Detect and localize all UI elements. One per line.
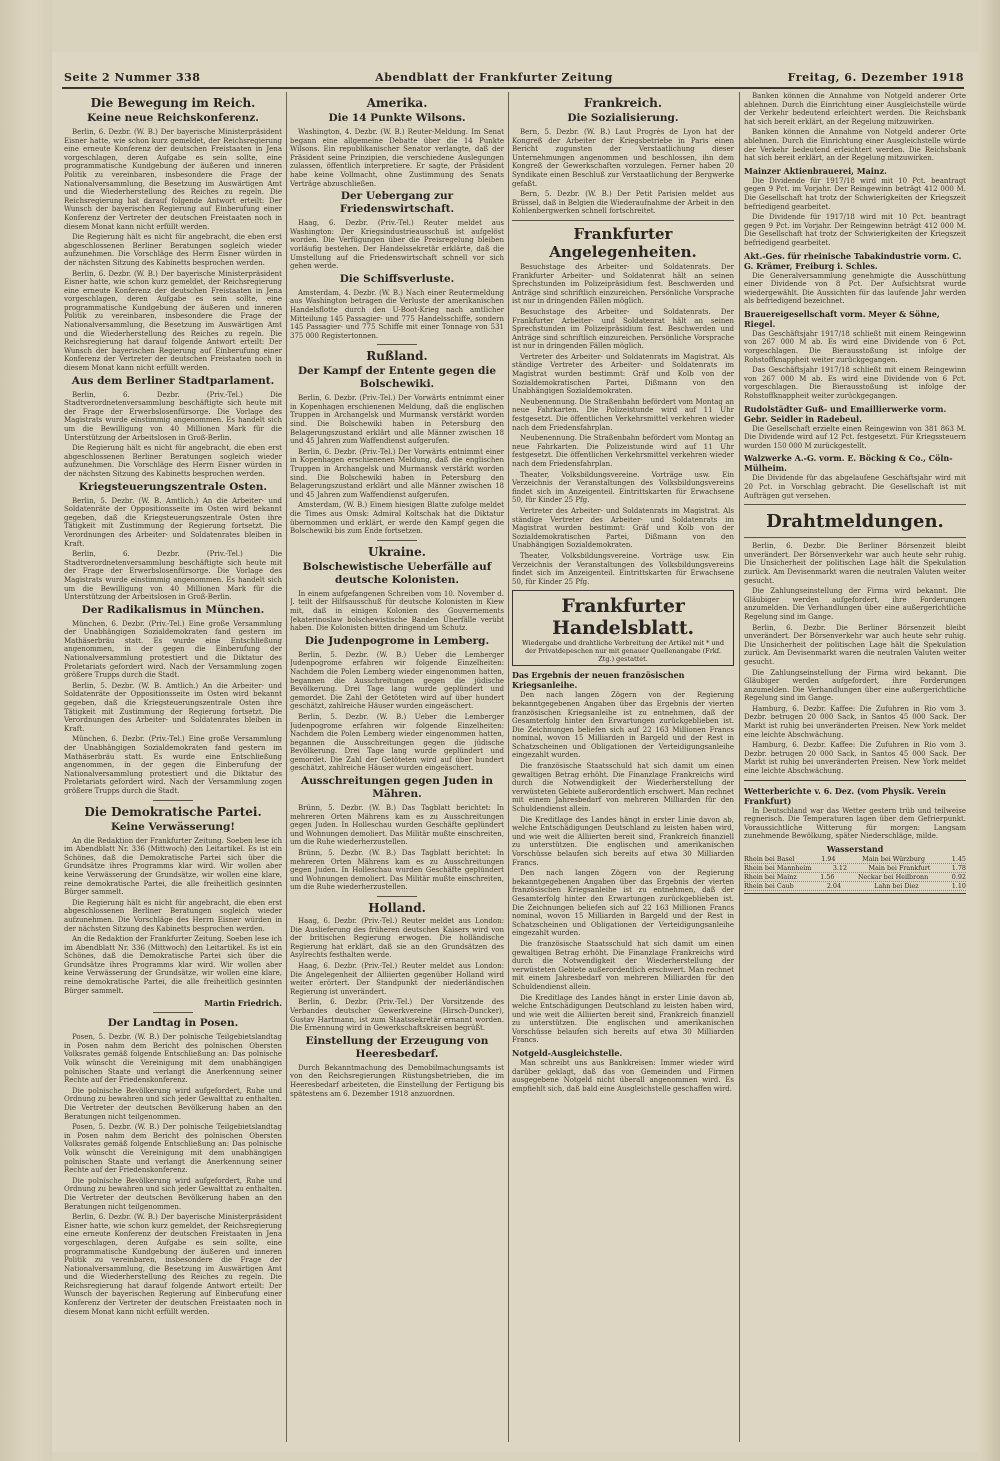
- article-paragraph: Die Regierung hält es nicht für angebracht, die eben erst abgeschlossenen Berliner Beratungen sogleich wieder aufzunehmen. Die Vorschläge des Herrn Eisner würden in der nächsten Sitzung des Kabinetts besprochen werden.: [64, 233, 282, 267]
- article-paragraph: In Deutschland war das Wetter gestern trüb und teilweise regnerisch. Die Temperaturen lagen über dem Gefrierpunkt. Voraussichtliche Witterung für morgen: Langsam zunehmende Bewölkung, später Niederschläge, milde.: [744, 806, 966, 841]
- article-paragraph: Die Kreditlage des Landes hängt in erster Linie davon ab, welche Entschädigungen Deutschland zu leisten haben wird, und wie weit die Alliierten bereit sind, Frankreich finanziell zu unterstützen. Die englischen und amerikanischen Vorschüsse belaufen sich bereits auf etwa 30 Milliarden Francs.: [512, 993, 734, 1045]
- article-paragraph: Berlin, 6. Dezbr. (Priv.-Tel.) Die Stadtverordnetenversammlung beschäftigte sich heute mit der Frage der Erwerbslosenfürsorge. Die Vorlage des Magistrats wurde einstimmig angenommen. Es handelt sich um die Bewilligung von 40 Millionen Mark für die Unterstützung der Arbeitslosen in Groß-Berlin.: [64, 550, 282, 602]
- masthead-rule: [62, 87, 964, 89]
- article-paragraph: Berlin, 5. Dezbr. (W. B.) Ueber die Lemberger Judenpogrome erfahren wir folgende Einzelheiten: Nachdem die Polen Lemberg wieder eingenommen hatten, begannen die Ausschreitungen gegen die jüdische Bevölkerung. Drei Tage lang wurde geplündert und gemordet. Die Zahl der Getöteten wird auf über hundert geschätzt, zahlreiche Häuser wurden eingeäschert.: [290, 712, 504, 773]
- article-subheading: Der Landtag in Posen.: [107, 1017, 239, 1030]
- article-paragraph: Haag, 6. Dezbr. (Priv.-Tel.) Reuter meldet aus Washington: Der Kriegsindustrieausschuß ist aufgelöst worden. Die Verfügungen über die Preisregelung bleiben vorläufig bestehen. Der Handelssekretär erklärte, daß die Umstellung auf die Friedenswirtschaft schnell vor sich gehen werde.: [290, 219, 504, 271]
- separator: [377, 344, 417, 345]
- newspaper-title: Abendblatt der Frankfurter Zeitung: [375, 70, 613, 84]
- article-subheading: Aus dem Berliner Stadtparlament.: [71, 374, 275, 387]
- article-paragraph: Die Dividende für 1917/18 wird mit 10 Pct. beantragt gegen 9 Pct. im Vorjahr. Der Reingewinn beträgt 412 000 M. Die Gesellschaft hat trotz der Schwierigkeiten der Kriegszeit befriedigend gearbeitet.: [744, 176, 966, 211]
- column-1: [64, 92, 282, 1447]
- article-paragraph: Die Zahlungseinstellung der Firma wird bekannt. Die Gläubiger werden aufgefordert, ihre Forderungen anzumelden. Die Verhandlungen über eine außergerichtliche Regelung sind im Gange.: [744, 587, 966, 621]
- article-paragraph: An die Redaktion der Frankfurter Zeitung. Soeben lese ich im Abendblatt Nr. 336 (Mittwoch) den Leitartikel. Es ist ein Schönes, daß die Demokratische Partei sich über die Grundsätze ihres Programms klar wird. Wir wollen aber keine Verwässerung der Grundsätze, wir wollen eine klare, reine demokratische Partei, die alle freiheitlich gesinnten Bürger sammelt.: [64, 935, 282, 995]
- separator: [377, 540, 417, 541]
- article-paragraph: Berlin, 5. Dezbr. (W. B.) Ueber die Lemberger Judenpogrome erfahren wir folgende Einzelheiten: Nachdem die Polen Lemberg wieder eingenommen hatten, begannen die Ausschreitungen gegen die jüdische Bevölkerung. Drei Tage lang wurde geplündert und gemordet. Die Zahl der Getöteten wird auf über hundert geschätzt, zahlreiche Häuser wurden eingeäschert.: [290, 650, 504, 711]
- article-paragraph: Berlin, 6. Dezbr. (Priv.-Tel.) Der Vorwärts entnimmt einer in Kopenhagen erschienenen Meldung, daß die englischen Truppen in Archangelsk und Murmansk verstärkt worden sind. Die Bolschewiki haben in Petersburg den Belagerungszustand erklärt und alle Männer zwischen 18 und 45 Jahren zum Waffendienst aufgerufen.: [290, 394, 504, 446]
- column-divider: [286, 92, 287, 1442]
- table-row: Rhein bei Basel 1.94 Main bei Würzburg 1.45: [744, 855, 966, 863]
- issue-date: Freitag, 6. Dezember 1918: [787, 70, 964, 84]
- article-paragraph: Berlin, 6. Dezbr. (W. B.) Der bayerische Ministerpräsident Eisner hatte, wie schon kurz gemeldet, der Reichsregierung eine erneute Konferenz der deutschen Freistaaten in Jena vorgeschlagen, deren Aufgabe es sein sollte, eine programmatische Kundgebung der äußeren und inneren Politik zu vereinbaren, insbesondere die Frage der Nationalversammlung, die Besetzung im Auswärtigen Amt und die Wiederherstellung des Reiches zu regeln. Die Reichsregierung hat darauf folgende Antwort erteilt: Der Wunsch der bayerischen Regierung auf Einberufung einer Konferenz der Vertreter der deutschen Freistaaten noch in diesem Monat kann nicht erfüllt werden.: [64, 269, 282, 373]
- article-paragraph: Berlin, 6. Dezbr. (Priv.-Tel.) Die Stadtverordnetenversammlung beschäftigte sich heute mit der Frage der Erwerbslosenfürsorge. Die Vorlage des Magistrats wurde einstimmig angenommen. Es handelt sich um die Bewilligung von 40 Millionen Mark für die Unterstützung der Arbeitslosen in Groß-Berlin.: [64, 390, 282, 442]
- article-paragraph: Berlin, 6. Dezbr. Die Berliner Börsenzeit bleibt unverändert. Der Börsenverkehr war auch heute sehr ruhig. Die Unsicherheit der politischen Lage hält die Spekulation zurück. Am Devisenmarkt waren die neutralen Valuten weiter gesucht.: [744, 623, 966, 666]
- article-heading: Die Demokratische Partei.: [84, 804, 262, 819]
- article-paragraph: Theater, Volksbildungsvereine. Vorträge usw. Ein Verzeichnis der Veranstaltungen des Volksbildungsvereins findet sich im Anzeigenteil. Eintrittskarten für Erwachsene 50, für Kinder 25 Pfg.: [512, 551, 734, 586]
- article-paragraph: Theater, Volksbildungsvereine. Vorträge usw. Ein Verzeichnis der Veranstaltungen des Volksbildungsvereins findet sich im Anzeigenteil. Eintrittskarten für Erwachsene 50, für Kinder 25 Pfg.: [512, 470, 734, 505]
- article-paragraph: Berlin, 6. Dezbr. (W. B.) Der bayerische Ministerpräsident Eisner hatte, wie schon kurz gemeldet, der Reichsregierung eine erneute Konferenz der deutschen Freistaaten in Jena vorgeschlagen, deren Aufgabe es sein sollte, eine programmatische Kundgebung der äußeren und inneren Politik zu vereinbaren, insbesondere die Frage der Nationalversammlung, die Besetzung im Auswärtigen Amt und die Wiederherstellung des Reiches zu regeln. Die Reichsregierung hat darauf folgende Antwort erteilt: Der Wunsch der bayerischen Regierung auf Einberufung einer Konferenz der Vertreter der deutschen Freistaaten noch in diesem Monat kann nicht erfüllt werden.: [64, 128, 282, 231]
- page-right-edge: [978, 0, 1000, 1461]
- article-paragraph: Neubenennung. Die Straßenbahn befördert vom Montag an neue Fahrkarten. Die Polizeistunde wird auf 11 Uhr festgesetzt. Die öffentlichen Verkehrsmittel verkehren wieder nach dem Friedensfahrplan.: [512, 397, 734, 432]
- article-paragraph: Durch Bekanntmachung des Demobilmachungsamts ist von den Reichsregierungen Rüstungsbetrieben, die im Heeresbedarf arbeiteten, die Einstellung der Fertigung bis spätestens am 6. Dezember 1918 anzuordnen.: [290, 1063, 504, 1098]
- article-paragraph: Neubenennung. Die Straßenbahn befördert vom Montag an neue Fahrkarten. Die Polizeistunde wird auf 11 Uhr festgesetzt. Die öffentlichen Verkehrsmittel verkehren wieder nach dem Friedensfahrplan.: [512, 434, 734, 468]
- water-level-table: [744, 855, 966, 891]
- article-paragraph: München, 6. Dezbr. (Priv.-Tel.) Eine große Versammlung der Unabhängigen Sozialdemokraten fand gestern im Mathäserbräu statt. Es wurde eine Entschließung angenommen, in der gegen die Einberufung der Nationalversammlung protestiert und die Diktatur des Proletariats gefordert wird. Nach der Versammlung zogen größere Trupps durch die Stadt.: [64, 735, 282, 795]
- table-row: Rhein bei Caub 2.04 Lahn bei Diez 1.10: [744, 882, 966, 890]
- article-paragraph: Banken können die Annahme von Notgeld anderer Orte ablehnen. Durch die Einrichtung einer Ausgleichstelle würde der Verkehr bedeutend erleichtert werden. Die Reichsbank hat sich bereit erklärt, an der Regelung mitzuwirken.: [744, 128, 966, 163]
- article-paragraph: Die Kreditlage des Landes hängt in erster Linie davon ab, welche Entschädigungen Deutschland zu leisten haben wird, und wie weit die Alliierten bereit sind, Frankreich finanziell zu unterstützen. Die englischen und amerikanischen Vorschüsse belaufen sich bereits auf etwa 30 Milliarden Francs.: [512, 815, 734, 867]
- article-subheading: Kriegsteuerungszentrale Osten.: [78, 480, 268, 493]
- article-subheading: Die Judenpogrome in Lemberg.: [304, 634, 490, 647]
- article-paragraph: Die französische Staatsschuld hat sich damit um einen gewaltigen Betrag erhöht. Die Finanzlage Frankreichs wird durch die Notwendigkeit der Wiederherstellung der verwüsteten Gebiete außerordentlich erschwert. Man rechnet mit einem Jahresbedarf von mehreren Milliarden für den Schuldendienst allein.: [512, 762, 734, 814]
- article-subheading: Keine neue Reichskonferenz.: [87, 112, 259, 124]
- article-heading: Rußland.: [366, 349, 428, 364]
- article-paragraph: Die Dividende für das abgelaufene Geschäftsjahr wird mit 20 Pct. in Vorschlag gebracht. Die Gesellschaft ist mit Aufträgen gut versehen.: [744, 474, 966, 500]
- article-paragraph: An die Redaktion der Frankfurter Zeitung. Soeben lese ich im Abendblatt Nr. 336 (Mittwoch) den Leitartikel. Es ist ein Schönes, daß die Demokratische Partei sich über die Grundsätze ihres Programms klar wird. Wir wollen aber keine Verwässerung der Grundsätze, wir wollen eine klare, reine demokratische Partei, die alle freiheitlich gesinnten Bürger sammelt.: [64, 836, 282, 897]
- table-row: Rhein bei Mannheim 3.12 Main bei Frankfurt 1.78: [744, 864, 966, 872]
- article-paragraph: Banken können die Annahme von Notgeld anderer Orte ablehnen. Durch die Einrichtung einer Ausgleichstelle würde der Verkehr bedeutend erleichtert werden. Die Reichsbank hat sich bereit erklärt, an der Regelung mitzuwirken.: [744, 92, 966, 126]
- article-paragraph: Die Regierung hält es nicht für angebracht, die eben erst abgeschlossenen Berliner Beratungen sogleich wieder aufzunehmen. Die Vorschläge des Herrn Eisner würden in der nächsten Sitzung des Kabinetts besprochen werden.: [64, 444, 282, 478]
- article-paragraph: Brünn, 5. Dezbr. (W. B.) Das Tagblatt berichtet: In mehreren Orten Mährens kam es zu Ausschreitungen gegen Juden. In Holleschau wurden Geschäfte geplündert und Wohnungen demoliert. Das Militär mußte einschreiten, um die Ruhe wiederherzustellen.: [290, 849, 504, 892]
- article-paragraph: Das Geschäftsjahr 1917/18 schließt mit einem Reingewinn von 267 000 M ab. Es wird eine Dividende von 6 Pct. vorgeschlagen. Die Bierausstoßung ist infolge der Rohstoffknappheit weiter zurückgegangen.: [744, 366, 966, 401]
- column-3: [512, 92, 734, 1447]
- article-paragraph: Die Dividende für 1917/18 wird mit 10 Pct. beantragt gegen 9 Pct. im Vorjahr. Der Reingewinn beträgt 412 000 M. Die Gesellschaft hat trotz der Schwierigkeiten der Kriegszeit befriedigend gearbeitet.: [744, 213, 966, 247]
- separator: [153, 1012, 193, 1013]
- article-paragraph: Besuchstage des Arbeiter- und Soldatenrats. Der Frankfurter Arbeiter- und Soldatenrat hält an seinen Sprechstunden im Polizeipräsidium fest. Beschwerden und Anträge sind schriftlich einzureichen. Persönliche Vorsprache ist nur in dringenden Fällen möglich.: [512, 307, 734, 351]
- article-paragraph: München, 6. Dezbr. (Priv.-Tel.) Eine große Versammlung der Unabhängigen Sozialdemokraten fand gestern im Mathäserbräu statt. Es wurde eine Entschließung angenommen, in der gegen die Einberufung der Nationalversammlung protestiert und die Diktatur des Proletariats gefordert wird. Nach der Versammlung zogen größere Trupps durch die Stadt.: [64, 619, 282, 680]
- separator: [744, 504, 966, 505]
- column-4: [744, 92, 966, 1447]
- article-paragraph: Berlin, 6. Dezbr. (Priv.-Tel.) Der Vorwärts entnimmt einer in Kopenhagen erschienenen Meldung, daß die englischen Truppen in Archangelsk und Murmansk verstärkt worden sind. Die Bolschewiki haben in Petersburg den Belagerungszustand erklärt und alle Männer zwischen 18 und 45 Jahren zum Waffendienst aufgerufen.: [290, 447, 504, 499]
- article-subheading: Einstellung der Erzeugung von Heeresbedarf.: [305, 1034, 489, 1060]
- article-subheading: Die Sozialisierung.: [567, 112, 679, 124]
- article-subheading: Der Uebergang zur Friedenswirtschaft.: [339, 190, 455, 216]
- separator: [377, 896, 417, 897]
- article-subheading: Die 14 Punkte Wilsons.: [328, 112, 466, 124]
- article-paragraph: Berlin, 6. Dezbr. Die Berliner Börsenzeit bleibt unverändert. Der Börsenverkehr war auch heute sehr ruhig. Die Unsicherheit der politischen Lage hält die Spekulation zurück. Am Devisenmarkt waren die neutralen Valuten weiter gesucht.: [744, 542, 966, 585]
- article-heading: Ukraine.: [368, 544, 426, 559]
- article-paragraph: Die Regierung hält es nicht für angebracht, die eben erst abgeschlossenen Berliner Beratungen sogleich wieder aufzunehmen. Die Vorschläge des Herrn Eisner würden in der nächsten Sitzung des Kabinetts besprochen werden.: [64, 898, 282, 933]
- article-paragraph: Berlin, 6. Dezbr. (Priv.-Tel.) Der Vorsitzende des Verbandes deutscher Gewerkvereine (Hirsch-Duncker), Gustav Hartmann, ist zum Staatssekretär ernannt worden. Die Ernennung wird in Gewerkschaftskreisen begrüßt.: [290, 998, 504, 1033]
- article-paragraph: Amsterdam, 4. Dezbr. (W. B.) Nach einer Reutermeldung aus Washington betragen die Verluste der amerikanischen Handelsflotte durch den U-Boot-Krieg nach amtlicher Mitteilung 145 Passagier- und 775 Handelsschiffe, sondern 145 Passagier- und 775 Schiffe mit einer Tonnage von 531 375 000 Registertonnen.: [290, 288, 504, 340]
- article-paragraph: Hamburg, 6. Dezbr. Kaffee: Die Zufuhren in Rio vom 3. Dezbr. betrugen 20 000 Sack, in Santos 45 000 Sack. Der Markt ist ruhig bei unveränderten Preisen. New York meldet eine leichte Abschwächung.: [744, 741, 966, 776]
- article-paragraph: Die polnische Bevölkerung wird aufgefordert, Ruhe und Ordnung zu bewahren und sich jeder Gewalttat zu enthalten. Die Vertreter der deutschen Bevölkerung haben an den Beratungen nicht teilgenommen.: [64, 1086, 282, 1121]
- article-heading: Frankfurter Angelegenheiten.: [549, 224, 697, 261]
- page-number-label: Seite 2 Nummer 338: [64, 70, 201, 84]
- article-heading: Die Bewegung im Reich.: [90, 96, 256, 110]
- article-paragraph: Berlin, 5. Dezbr. (W. B. Amtlich.) An die Arbeiter- und Soldatenräte der Oppositionsseite im Osten wird bekannt gegeben, daß die Kriegsteuerungszentrale Osten ihre Tätigkeit mit Zustimmung der Regierung fortsetzt. Die Verordnungen des Arbeiter- und Soldatenrates bleiben in Kraft.: [64, 496, 282, 548]
- article-paragraph: Amsterdam, (W. B.) Einem hiesigen Blatte zufolge meldet die Times aus Omsk: Admiral Koltschak hat die Diktatur übernommen und erklärt, er werde den Kampf gegen die Bolschewiki bis zum Ende fortsetzen.: [290, 501, 504, 536]
- signature: Martin Friedrich.: [204, 998, 282, 1009]
- article-paragraph: Die Zahlungseinstellung der Firma wird bekannt. Die Gläubiger werden aufgefordert, ihre Forderungen anzumelden. Die Verhandlungen über eine außergerichtliche Regelung sind im Gange.: [744, 668, 966, 703]
- column-2: [290, 92, 504, 1447]
- article-subheading: Notgeld-Ausgleichstelle.: [512, 1048, 623, 1059]
- article-heading: Holland.: [368, 901, 426, 915]
- article-paragraph: Posen, 5. Dezbr. (W. B.) Der polnische Teilgebietslandtag in Posen nahm dem Bericht des polnischen Obersten Volksrates gemäß folgende Entschließung an: Das polnische Volk wünscht die Vereinigung mit dem unabhängigen polnischen Staate und verlangt die Anerkennung seiner Rechte auf der Friedenskonferenz.: [64, 1123, 282, 1175]
- handelsblatt-notice: Wiedergabe und drahtliche Verbreitung der Artikel mit * und der Privatdepeschen nur mit genauer Quellenangabe (Frkf. Ztg.) gestattet.: [522, 639, 724, 664]
- article-paragraph: Die polnische Bevölkerung wird aufgefordert, Ruhe und Ordnung zu bewahren und sich jeder Gewalttat zu enthalten. Die Vertreter der deutschen Bevölkerung haben an den Beratungen nicht teilgenommen.: [64, 1176, 282, 1211]
- article-subheading: Mainzer Aktienbrauerei, Mainz.: [744, 165, 887, 176]
- article-heading: Amerika.: [366, 96, 428, 110]
- article-paragraph: Das Geschäftsjahr 1917/18 schließt mit einem Reingewinn von 267 000 M ab. Es wird eine Dividende von 6 Pct. vorgeschlagen. Die Bierausstoßung ist infolge der Rohstoffknappheit weiter zurückgegangen.: [744, 329, 966, 364]
- article-subheading: Keine Verwässerung!: [110, 820, 236, 833]
- article-subheading: Ausschreitungen gegen Juden in Mähren.: [300, 775, 494, 801]
- article-paragraph: Den nach langen Zögern von der Regierung bekanntgegebenen Angaben über das Ergebnis der vierten französischen Kriegsanleihe ist zu entnehmen, daß der Gesamterfolg hinter den Erwartungen zurückgeblieben ist. Die Zeichnungen beliefen sich auf 22 163 Millionen Francs nominal, wovon 15 Milliarden in Bargeld und der Rest in Schatzscheinen und Obligationen der Verteidigungsanleihe eingezahlt wurden.: [512, 869, 734, 938]
- article-subheading: Walzwerke A.-G. vorm. E. Böcking & Co., Cöln-Mülheim.: [744, 453, 953, 474]
- table-row: Rhein bei Mainz 1.56 Neckar bei Heilbronn 0.92: [744, 873, 966, 881]
- article-paragraph: Die französische Staatsschuld hat sich damit um einen gewaltigen Betrag erhöht. Die Finanzlage Frankreichs wird durch die Notwendigkeit der Wiederherstellung der verwüsteten Gebiete außerordentlich erschwert. Man rechnet mit einem Jahresbedarf von mehreren Milliarden für den Schuldendienst allein.: [512, 939, 734, 991]
- article-subheading: Das Ergebnis der neuen französischen Kriegsanleihe.: [512, 670, 685, 691]
- handelsblatt-title: Frankfurter Handelsblatt.: [552, 595, 694, 640]
- article-heading: Frankreich.: [583, 96, 663, 110]
- column-divider: [508, 92, 509, 1442]
- article-subheading: Akt.-Ges. für rheinische Tabakindustrie vorm. C. G. Krämer, Freiburg i. Schles.: [744, 250, 962, 271]
- article-paragraph: Bern, 5. Dezbr. (W. B.) Laut Progrès de Lyon hat der Kongreß der Arbeiter der Kriegsbetriebe in Paris einen Bericht zugunsten der Verstaatlichung dieser Unternehmungen angenommen und beschlossen, ihn dem Kongreß der Gewerkschaften vorzulegen. Ferner haben 20 Syndikate einen Beschluß zur Verstaatlichung der Bergwerke gefaßt.: [512, 128, 734, 188]
- article-paragraph: Washington, 4. Dezbr. (W. B.) Reuter-Meldung. Im Senat begann eine allgemeine Debatte über die 14 Punkte Wilsons. Ein republikanischer Senator verlangte, daß der Präsident seine Prinzipien, die verschiedene Auslegungen zulassen, öffentlich interpretiere. Er sagte, der Präsident habe keine Vollmacht, ohne Zustimmung des Senats Verträge abzuschließen.: [290, 128, 504, 188]
- separator: [744, 537, 966, 538]
- article-paragraph: In einem aufgefangenen Schreiben vom 10. November d. J. teilt der Hilfsausschuß für deutsche Kolonisten in Kiew mit, daß in einigen Kolonien des Gouvernements Jekaterinoslaw bolschewistische Banden Überfälle verübt haben. Die Kolonisten bitten dringend um Schutz.: [290, 589, 504, 633]
- page-left-edge: [0, 0, 52, 1461]
- article-paragraph: Die Generalversammlung genehmigte die Ausschüttung einer Dividende von 8 Pct. Der Aufsichtsrat wurde wiedergewählt. Die Aussichten für das laufende Jahr werden als befriedigend bezeichnet.: [744, 271, 966, 306]
- article-paragraph: Posen, 5. Dezbr. (W. B.) Der polnische Teilgebietslandtag in Posen nahm dem Bericht des polnischen Obersten Volksrates gemäß folgende Entschließung an: Das polnische Volk wünscht die Vereinigung mit dem unabhängigen polnischen Staate und verlangt die Anerkennung seiner Rechte auf der Friedenskonferenz.: [64, 1033, 282, 1085]
- article-subheading: Der Radikalismus in München.: [81, 603, 265, 616]
- weather-heading: Wetterberichte v. 6. Dez. (vom Physik. Verein Frankfurt): [744, 785, 946, 806]
- article-subheading: Der Kampf der Entente gegen die Bolschewiki.: [297, 365, 497, 391]
- article-paragraph: Hamburg, 6. Dezbr. Kaffee: Die Zufuhren in Rio vom 3. Dezbr. betrugen 20 000 Sack, in Santos 45 000 Sack. Der Markt ist ruhig bei unveränderten Preisen. New York meldet eine leichte Abschwächung.: [744, 704, 966, 739]
- article-paragraph: Haag, 6. Dezbr. (Priv.-Tel.) Reuter meldet aus London: Die Auslieferung des früheren deutschen Kaisers wird von der britischen Regierung erwogen. Die holländische Regierung hat erklärt, daß sie an den Grundsätzen des Asylrechts festhalten werde.: [290, 917, 504, 960]
- separator: [153, 800, 193, 801]
- page-masthead: [64, 70, 964, 84]
- article-paragraph: Den nach langen Zögern von der Regierung bekanntgegebenen Angaben über das Ergebnis der vierten französischen Kriegsanleihe ist zu entnehmen, daß der Gesamterfolg hinter den Erwartungen zurückgeblieben ist. Die Zeichnungen beliefen sich auf 22 163 Millionen Francs nominal, wovon 15 Milliarden in Bargeld und der Rest in Schatzscheinen und Obligationen der Verteidigungsanleihe eingezahlt wurden.: [512, 691, 734, 760]
- article-paragraph: Man schreibt uns aus Bankkreisen: Immer wieder wird darüber geklagt, daß das von Gemeinden und Firmen ausgegebene Notgeld nicht überall angenommen wird. Es empfiehlt sich, daß bald eine Ausgleichstelle geschaffen wird.: [512, 1059, 734, 1093]
- article-paragraph: Haag, 6. Dezbr. (Priv.-Tel.) Reuter meldet aus London: Die Angelegenheit der Alliierten gegenüber Holland wird weiter erörtert. Der Standpunkt der niederländischen Regierung ist unverändert.: [290, 961, 504, 996]
- article-paragraph: Berlin, 6. Dezbr. (W. B.) Der bayerische Ministerpräsident Eisner hatte, wie schon kurz gemeldet, der Reichsregierung eine erneute Konferenz der deutschen Freistaaten in Jena vorgeschlagen, deren Aufgabe es sein sollte, eine programmatische Kundgebung der äußeren und inneren Politik zu vereinbaren, insbesondere die Frage der Nationalversammlung, die Besetzung im Auswärtigen Amt und die Wiederherstellung des Reiches zu regeln. Die Reichsregierung hat darauf folgende Antwort erteilt: Der Wunsch der bayerischen Regierung auf Einberufung einer Konferenz der Vertreter der deutschen Freistaaten noch in diesem Monat kann nicht erfüllt werden.: [64, 1213, 282, 1316]
- article-subheading: Die Schiffsverluste.: [339, 272, 455, 285]
- water-level-heading: Wasserstand: [826, 844, 884, 854]
- article-paragraph: Bern, 5. Dezbr. (W. B.) Der Petit Parisien meldet aus Brüssel, daß in Belgien die Wiederaufnahme der Arbeit in den Kohlenbergwerken schnell fortschreitet.: [512, 190, 734, 216]
- article-paragraph: Die Gesellschaft erzielte einen Reingewinn von 381 863 M. Die Dividende wird auf 12 Pct. festgesetzt. Für Kriegssteuern wurden 150 000 M zurückgestellt.: [744, 424, 966, 450]
- column-divider: [739, 92, 740, 1442]
- article-paragraph: Besuchstage des Arbeiter- und Soldatenrats. Der Frankfurter Arbeiter- und Soldatenrat hält an seinen Sprechstunden im Polizeipräsidium fest. Beschwerden und Anträge sind schriftlich einzureichen. Persönliche Vorsprache ist nur in dringenden Fällen möglich.: [512, 262, 734, 306]
- article-paragraph: Vertreter des Arbeiter- und Soldatenrats im Magistrat. Als ständige Vertreter des Arbeiter- und Soldatenrats im Magistrat wurden bestimmt: Gräf und Kolb von der Sozialdemokratischen Partei, Dißmann von den Unabhängigen Sozialdemokraten.: [512, 352, 734, 396]
- section-heading-drahtmeldungen: Drahtmeldungen.: [766, 511, 944, 533]
- separator: [512, 220, 734, 221]
- handelsblatt-masthead: [512, 590, 734, 666]
- article-paragraph: Brünn, 5. Dezbr. (W. B.) Das Tagblatt berichtet: In mehreren Orten Mährens kam es zu Ausschreitungen gegen Juden. In Holleschau wurden Geschäfte geplündert und Wohnungen demoliert. Das Militär mußte einschreiten, um die Ruhe wiederherzustellen.: [290, 804, 504, 847]
- article-subheading: Brauereigesellschaft vorm. Meyer & Söhne, Riegel.: [744, 308, 940, 329]
- article-subheading: Rudolstädter Guß- und Emaillierwerke vorm. Gebr. Seidler in Radebeul.: [744, 403, 947, 424]
- article-paragraph: Berlin, 5. Dezbr. (W. B. Amtlich.) An die Arbeiter- und Soldatenräte der Oppositionsseite im Osten wird bekannt gegeben, daß die Kriegsteuerungszentrale Osten ihre Tätigkeit mit Zustimmung der Regierung fortsetzt. Die Verordnungen des Arbeiter- und Soldatenrates bleiben in Kraft.: [64, 681, 282, 733]
- article-paragraph: Vertreter des Arbeiter- und Soldatenrats im Magistrat. Als ständige Vertreter des Arbeiter- und Soldatenrats im Magistrat wurden bestimmt: Gräf und Kolb von der Sozialdemokratischen Partei, Dißmann von den Unabhängigen Sozialdemokraten.: [512, 506, 734, 550]
- weather-report: [744, 780, 966, 894]
- article-subheading: Bolschewistische Ueberfälle auf deutsche Kolonisten.: [302, 560, 492, 586]
